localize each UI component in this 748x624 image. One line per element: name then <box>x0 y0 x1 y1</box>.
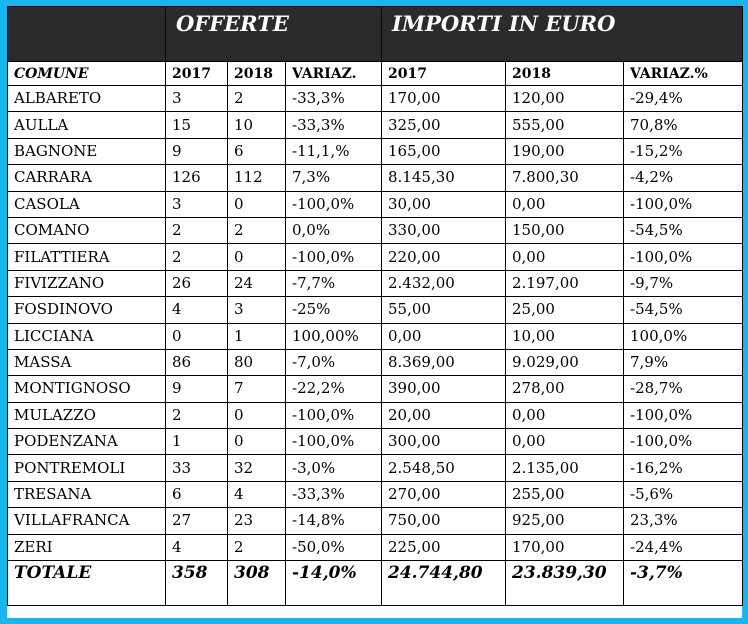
cell-offerte-2018: 23 <box>228 508 286 534</box>
total-row <box>8 561 743 606</box>
header-blank <box>8 7 166 62</box>
cell-importi-2018: 10,00 <box>506 323 624 349</box>
cell-offerte-2017: 33 <box>166 455 228 481</box>
cell-offerte-2018: 0 <box>228 191 286 217</box>
cell-importi-2017: 300,00 <box>382 429 506 455</box>
cell-importi-2017: 330,00 <box>382 217 506 243</box>
col-offerte-2018: 2018 <box>228 62 286 86</box>
total-offerte-variaz: -14,0% <box>286 561 382 606</box>
cell-offerte-2017: 2 <box>166 402 228 428</box>
cell-offerte-variaz: -25% <box>286 297 382 323</box>
cell-comune: ZERI <box>8 534 166 560</box>
cell-offerte-2018: 3 <box>228 297 286 323</box>
total-offerte-2018: 308 <box>228 561 286 606</box>
cell-comune: CASOLA <box>8 191 166 217</box>
cell-importi-variaz: -24,4% <box>624 534 743 560</box>
cell-importi-2017: 2.432,00 <box>382 270 506 296</box>
cell-comune: MULAZZO <box>8 402 166 428</box>
cell-offerte-2017: 86 <box>166 349 228 375</box>
cell-importi-variaz: -5,6% <box>624 481 743 507</box>
cell-offerte-2018: 2 <box>228 86 286 112</box>
cell-offerte-2017: 2 <box>166 217 228 243</box>
cell-comune: FOSDINOVO <box>8 297 166 323</box>
cell-comune: PODENZANA <box>8 429 166 455</box>
table-row <box>8 376 743 402</box>
total-importi-variaz: -3,7% <box>624 561 743 606</box>
table-row <box>8 112 743 138</box>
column-header-row <box>8 62 743 86</box>
cell-importi-2017: 8.145,30 <box>382 165 506 191</box>
cell-importi-2018: 555,00 <box>506 112 624 138</box>
cell-offerte-2018: 24 <box>228 270 286 296</box>
table-row <box>8 481 743 507</box>
cell-comune: BAGNONE <box>8 138 166 164</box>
cell-comune: PONTREMOLI <box>8 455 166 481</box>
cell-offerte-2017: 26 <box>166 270 228 296</box>
cell-offerte-2018: 7 <box>228 376 286 402</box>
cell-offerte-variaz: -7,0% <box>286 349 382 375</box>
total-importi-2018: 23.839,30 <box>506 561 624 606</box>
cell-importi-2017: 2.548,50 <box>382 455 506 481</box>
cell-offerte-2017: 9 <box>166 376 228 402</box>
cell-offerte-variaz: 0,0% <box>286 217 382 243</box>
cell-offerte-variaz: -22,2% <box>286 376 382 402</box>
cell-offerte-variaz: 100,00% <box>286 323 382 349</box>
cell-comune: CARRARA <box>8 165 166 191</box>
cell-importi-2018: 2.197,00 <box>506 270 624 296</box>
cell-importi-2018: 25,00 <box>506 297 624 323</box>
cell-importi-variaz: -100,0% <box>624 191 743 217</box>
table-row <box>8 349 743 375</box>
cell-offerte-variaz: -7,7% <box>286 270 382 296</box>
cell-offerte-2017: 126 <box>166 165 228 191</box>
table-row <box>8 323 743 349</box>
header-offerte: OFFERTE <box>166 7 382 62</box>
table-frame <box>7 6 742 618</box>
cell-importi-2017: 165,00 <box>382 138 506 164</box>
cell-importi-2018: 0,00 <box>506 244 624 270</box>
cell-comune: AULLA <box>8 112 166 138</box>
cell-offerte-2017: 27 <box>166 508 228 534</box>
cell-importi-variaz: -54,5% <box>624 297 743 323</box>
cell-offerte-2018: 1 <box>228 323 286 349</box>
table-row <box>8 244 743 270</box>
cell-offerte-variaz: -14,8% <box>286 508 382 534</box>
cell-importi-variaz: -4,2% <box>624 165 743 191</box>
cell-importi-2018: 0,00 <box>506 429 624 455</box>
cell-offerte-variaz: -33,3% <box>286 86 382 112</box>
total-importi-2017: 24.744,80 <box>382 561 506 606</box>
total-offerte-2017: 358 <box>166 561 228 606</box>
cell-importi-2017: 55,00 <box>382 297 506 323</box>
cell-importi-2017: 170,00 <box>382 86 506 112</box>
cell-offerte-2017: 15 <box>166 112 228 138</box>
cell-offerte-2018: 112 <box>228 165 286 191</box>
cell-importi-variaz: -54,5% <box>624 217 743 243</box>
cell-importi-variaz: -9,7% <box>624 270 743 296</box>
cell-offerte-variaz: -11,1,% <box>286 138 382 164</box>
cell-importi-variaz: 70,8% <box>624 112 743 138</box>
table-row <box>8 297 743 323</box>
cell-offerte-2018: 2 <box>228 217 286 243</box>
cell-importi-variaz: 100,0% <box>624 323 743 349</box>
cell-comune: FIVIZZANO <box>8 270 166 296</box>
total-label: TOTALE <box>8 561 166 606</box>
table-row <box>8 217 743 243</box>
cell-offerte-2017: 3 <box>166 191 228 217</box>
table-row <box>8 138 743 164</box>
cell-importi-variaz: 7,9% <box>624 349 743 375</box>
cell-offerte-variaz: -100,0% <box>286 244 382 270</box>
cell-importi-2018: 9.029,00 <box>506 349 624 375</box>
cell-importi-variaz: 23,3% <box>624 508 743 534</box>
cell-importi-2018: 925,00 <box>506 508 624 534</box>
col-comune: COMUNE <box>8 62 166 86</box>
cell-importi-2018: 0,00 <box>506 402 624 428</box>
cell-importi-2018: 7.800,30 <box>506 165 624 191</box>
cell-importi-2017: 270,00 <box>382 481 506 507</box>
cell-offerte-variaz: -100,0% <box>286 402 382 428</box>
table-row <box>8 508 743 534</box>
cell-offerte-2017: 6 <box>166 481 228 507</box>
cell-offerte-2018: 2 <box>228 534 286 560</box>
cell-importi-2018: 150,00 <box>506 217 624 243</box>
cell-offerte-2017: 4 <box>166 297 228 323</box>
cell-importi-2017: 225,00 <box>382 534 506 560</box>
cell-importi-variaz: -100,0% <box>624 244 743 270</box>
cell-offerte-2018: 80 <box>228 349 286 375</box>
table-row <box>8 429 743 455</box>
cell-offerte-2018: 32 <box>228 455 286 481</box>
cell-offerte-2017: 3 <box>166 86 228 112</box>
group-header-row <box>8 7 743 62</box>
cell-importi-variaz: -29,4% <box>624 86 743 112</box>
cell-importi-2018: 278,00 <box>506 376 624 402</box>
cell-comune: MONTIGNOSO <box>8 376 166 402</box>
header-importi: IMPORTI IN EURO <box>382 7 743 62</box>
cell-importi-variaz: -15,2% <box>624 138 743 164</box>
cell-importi-variaz: -100,0% <box>624 402 743 428</box>
table-row <box>8 86 743 112</box>
cell-comune: COMANO <box>8 217 166 243</box>
col-importi-variaz: VARIAZ.% <box>624 62 743 86</box>
cell-importi-2018: 190,00 <box>506 138 624 164</box>
col-importi-2018: 2018 <box>506 62 624 86</box>
cell-importi-2017: 0,00 <box>382 323 506 349</box>
cell-comune: VILLAFRANCA <box>8 508 166 534</box>
cell-importi-2018: 120,00 <box>506 86 624 112</box>
table-row <box>8 165 743 191</box>
cell-offerte-2018: 0 <box>228 244 286 270</box>
cell-offerte-2018: 6 <box>228 138 286 164</box>
col-importi-2017: 2017 <box>382 62 506 86</box>
cell-importi-2017: 220,00 <box>382 244 506 270</box>
cell-comune: TRESANA <box>8 481 166 507</box>
col-offerte-variaz: VARIAZ. <box>286 62 382 86</box>
cell-comune: FILATTIERA <box>8 244 166 270</box>
table-row <box>8 455 743 481</box>
cell-offerte-2017: 4 <box>166 534 228 560</box>
offers-table <box>7 6 743 606</box>
cell-offerte-2017: 1 <box>166 429 228 455</box>
cell-offerte-2017: 9 <box>166 138 228 164</box>
cell-importi-2018: 170,00 <box>506 534 624 560</box>
cell-offerte-variaz: -100,0% <box>286 191 382 217</box>
cell-offerte-variaz: -100,0% <box>286 429 382 455</box>
table-row <box>8 191 743 217</box>
cell-importi-2017: 390,00 <box>382 376 506 402</box>
cell-offerte-variaz: -33,3% <box>286 112 382 138</box>
cell-importi-variaz: -100,0% <box>624 429 743 455</box>
cell-importi-2018: 255,00 <box>506 481 624 507</box>
cell-offerte-2018: 0 <box>228 429 286 455</box>
cell-importi-2018: 2.135,00 <box>506 455 624 481</box>
cell-offerte-2017: 0 <box>166 323 228 349</box>
cell-comune: ALBARETO <box>8 86 166 112</box>
table-row <box>8 534 743 560</box>
cell-offerte-2018: 0 <box>228 402 286 428</box>
table-row <box>8 402 743 428</box>
cell-importi-variaz: -16,2% <box>624 455 743 481</box>
cell-offerte-variaz: -3,0% <box>286 455 382 481</box>
cell-offerte-variaz: -50,0% <box>286 534 382 560</box>
cell-offerte-2018: 4 <box>228 481 286 507</box>
cell-importi-2017: 750,00 <box>382 508 506 534</box>
cell-offerte-2017: 2 <box>166 244 228 270</box>
cell-importi-2018: 0,00 <box>506 191 624 217</box>
cell-offerte-variaz: 7,3% <box>286 165 382 191</box>
cell-importi-2017: 325,00 <box>382 112 506 138</box>
table-row <box>8 270 743 296</box>
cell-offerte-variaz: -33,3% <box>286 481 382 507</box>
col-offerte-2017: 2017 <box>166 62 228 86</box>
cell-importi-2017: 8.369,00 <box>382 349 506 375</box>
cell-importi-2017: 20,00 <box>382 402 506 428</box>
cell-comune: LICCIANA <box>8 323 166 349</box>
cell-importi-2017: 30,00 <box>382 191 506 217</box>
cell-comune: MASSA <box>8 349 166 375</box>
cell-offerte-2018: 10 <box>228 112 286 138</box>
cell-importi-variaz: -28,7% <box>624 376 743 402</box>
